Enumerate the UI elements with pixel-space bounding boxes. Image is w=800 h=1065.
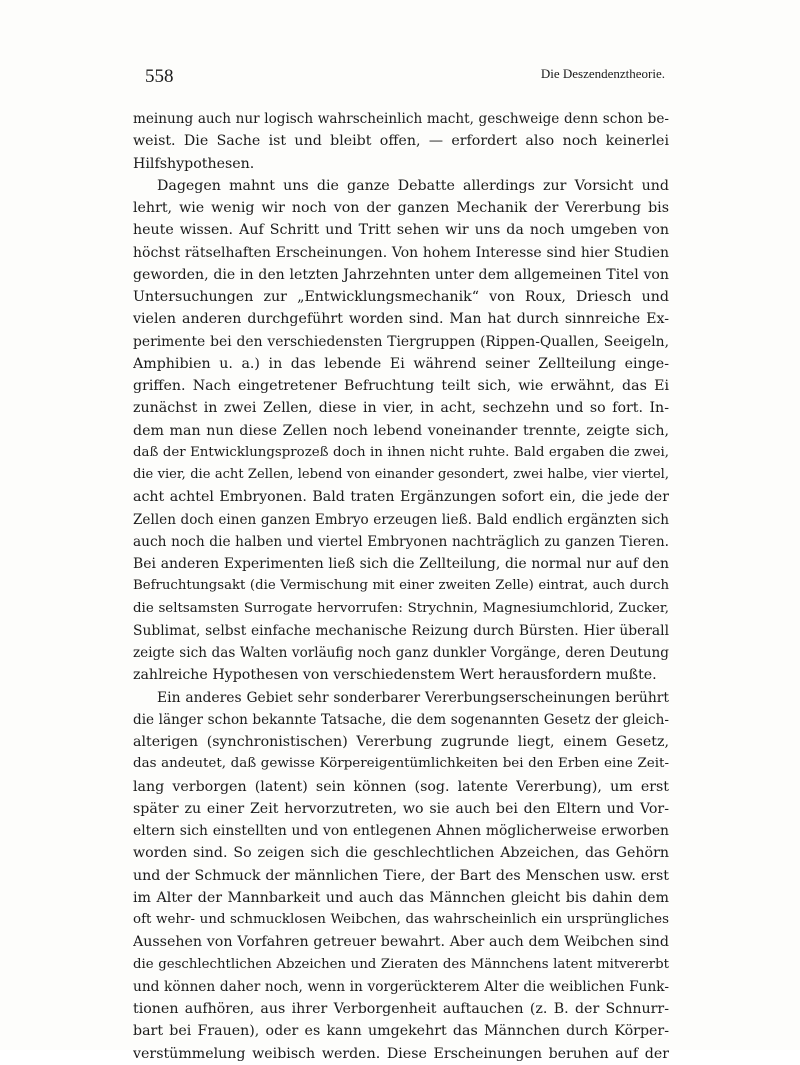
text-line: acht achtel Embryonen. Bald traten Ergänzungen sofort ein, die jede der [133,489,669,506]
text-line: die vier, die acht Zellen, lebend von einander gesondert, zwei halbe, vier viertel, [133,467,669,482]
text-line: tionen aufhören, aus ihrer Verborgenheit auftauchen (z. B. der Schnurr- [133,1001,669,1017]
text-line: die geschlechtlichen Abzeichen und Zieraten des Männchens latent mitvererbt [133,956,669,972]
text-line: Befruchtungsakt (die Vermischung mit einer zweiten Zelle) eintrat, auch durch [133,578,669,594]
text-line: Ein anderes Gebiet sehr sonderbarer Vererbungserscheinungen berührt [157,689,669,706]
text-line: zunächst in zwei Zellen, diese in vier, in acht, sechzehn und so fort. In- [133,400,669,417]
text-line: perimente bei den verschiedensten Tiergruppen (Rippen-Quallen, Seeigeln, [133,333,669,350]
text-line: Zellen doch einen ganzen Embryo erzeugen ließ. Bald endlich ergänzten sich [133,511,669,528]
text-line: Sublimat, selbst einfache mechanische Reizung durch Bürsten. Hier überall [133,622,669,639]
text-line: Untersuchungen zur „Entwicklungsmechanik“ von Roux, Driesch und [133,289,669,305]
text-line: Dagegen mahnt uns die ganze Debatte allerdings zur Vorsicht und [157,177,669,194]
text-line: später zu einer Zeit hervorzutreten, wo sie auch bei den Eltern und Vor- [133,800,669,817]
text-line: die seltsamsten Surrogate hervorrufen: Strychnin, Magnesiumchlorid, Zucker, [133,600,669,616]
text-line: geworden, die in den letzten Jahrzehnten unter dem allgemeinen Titel von [133,266,669,283]
text-line: verstümmelung weibisch werden. Diese Erscheinungen beruhen auf der [133,1045,669,1062]
text-line: oft wehr- und schmucklosen Weibchen, das wahrscheinlich ein ursprüngliches [133,912,669,927]
text-line: worden sind. So zeigen sich die geschlechtlichen Abzeichen, das Gehörn [133,845,669,862]
text-line: daß der Entwicklungsprozeß doch in ihnen nicht ruhte. Bald ergaben die zwei, [133,444,669,460]
running-title: Die Deszendenztheorie. [540,66,665,81]
text-line: lang verborgen (latent) sein können (sog. latente Vererbung), um erst [133,778,669,795]
text-line: griffen. Nach eingetretener Befruchtung teilt sich, wie erwähnt, das Ei [133,378,669,394]
text-line: Aussehen von Vorfahren getreuer bewahrt. Aber auch dem Weibchen sind [133,934,669,951]
text-line: lehrt, wie wenig wir noch von der ganzen Mechanik der Vererbung bis [133,200,669,216]
text-line: und können daher noch, wenn in vorgerückterem Alter die weiblichen Funk- [133,978,669,995]
text-line: Amphibien u. a.) in das lebende Ei während seiner Zellteilung einge- [133,355,669,372]
text-line: Hilfshypothesen. [133,155,255,172]
text-line: zeigte sich das Walten vorläufig noch ganz dunkler Vorgänge, deren Deutung [133,645,669,661]
text-line: höchst rätselhaften Erscheinungen. Von hohem Interesse sind hier Studien [133,244,669,261]
text-line: heute wissen. Auf Schritt und Tritt sehen wir uns da noch umgeben von [133,222,669,239]
text-line: eltern sich einstellten und von entlegenen Ahnen möglicherweise erworben [133,823,669,839]
text-line: bart bei Frauen), oder es kann umgekehrt das Männchen durch Körper- [133,1023,669,1040]
text-line: weist. Die Sache ist und bleibt offen, — erfordert also noch keinerlei [133,133,669,150]
text-line: das andeutet, daß gewisse Körpereigentümlichkeiten bei den Erben eine Zeit- [133,756,669,772]
text-line: dem man nun diese Zellen noch lebend voneinander trennte, zeigte sich, [133,422,669,439]
running-head [145,66,665,90]
page-number: 558 [145,66,174,87]
text-line: vielen anderen durchgeführt worden sind. Man hat durch sinnreiche Ex- [133,311,669,328]
text-line: auch noch die halben und viertel Embryonen nachträglich zu ganzen Tieren. [133,533,669,550]
text-line: im Alter der Mannbarkeit und auch das Männchen gleicht bis dahin dem [133,889,669,906]
text-line: und der Schmuck der männlichen Tiere, der Bart des Menschen usw. erst [133,867,669,884]
text-line: die länger schon bekannte Tatsache, die dem sogenannten Gesetz der gleich- [133,711,669,728]
body-text [133,108,669,1065]
text-line: meinung auch nur logisch wahrscheinlich macht, geschweige denn schon be- [133,111,669,127]
text-line: alterigen (synchronistischen) Vererbung zugrunde liegt, einem Gesetz, [133,734,669,750]
text-line: zahlreiche Hypothesen von verschiedenstem Wert herausfordern mußte. [133,667,657,684]
text-line: Bei anderen Experimenten ließ sich die Zellteilung, die normal nur auf den [133,556,669,572]
